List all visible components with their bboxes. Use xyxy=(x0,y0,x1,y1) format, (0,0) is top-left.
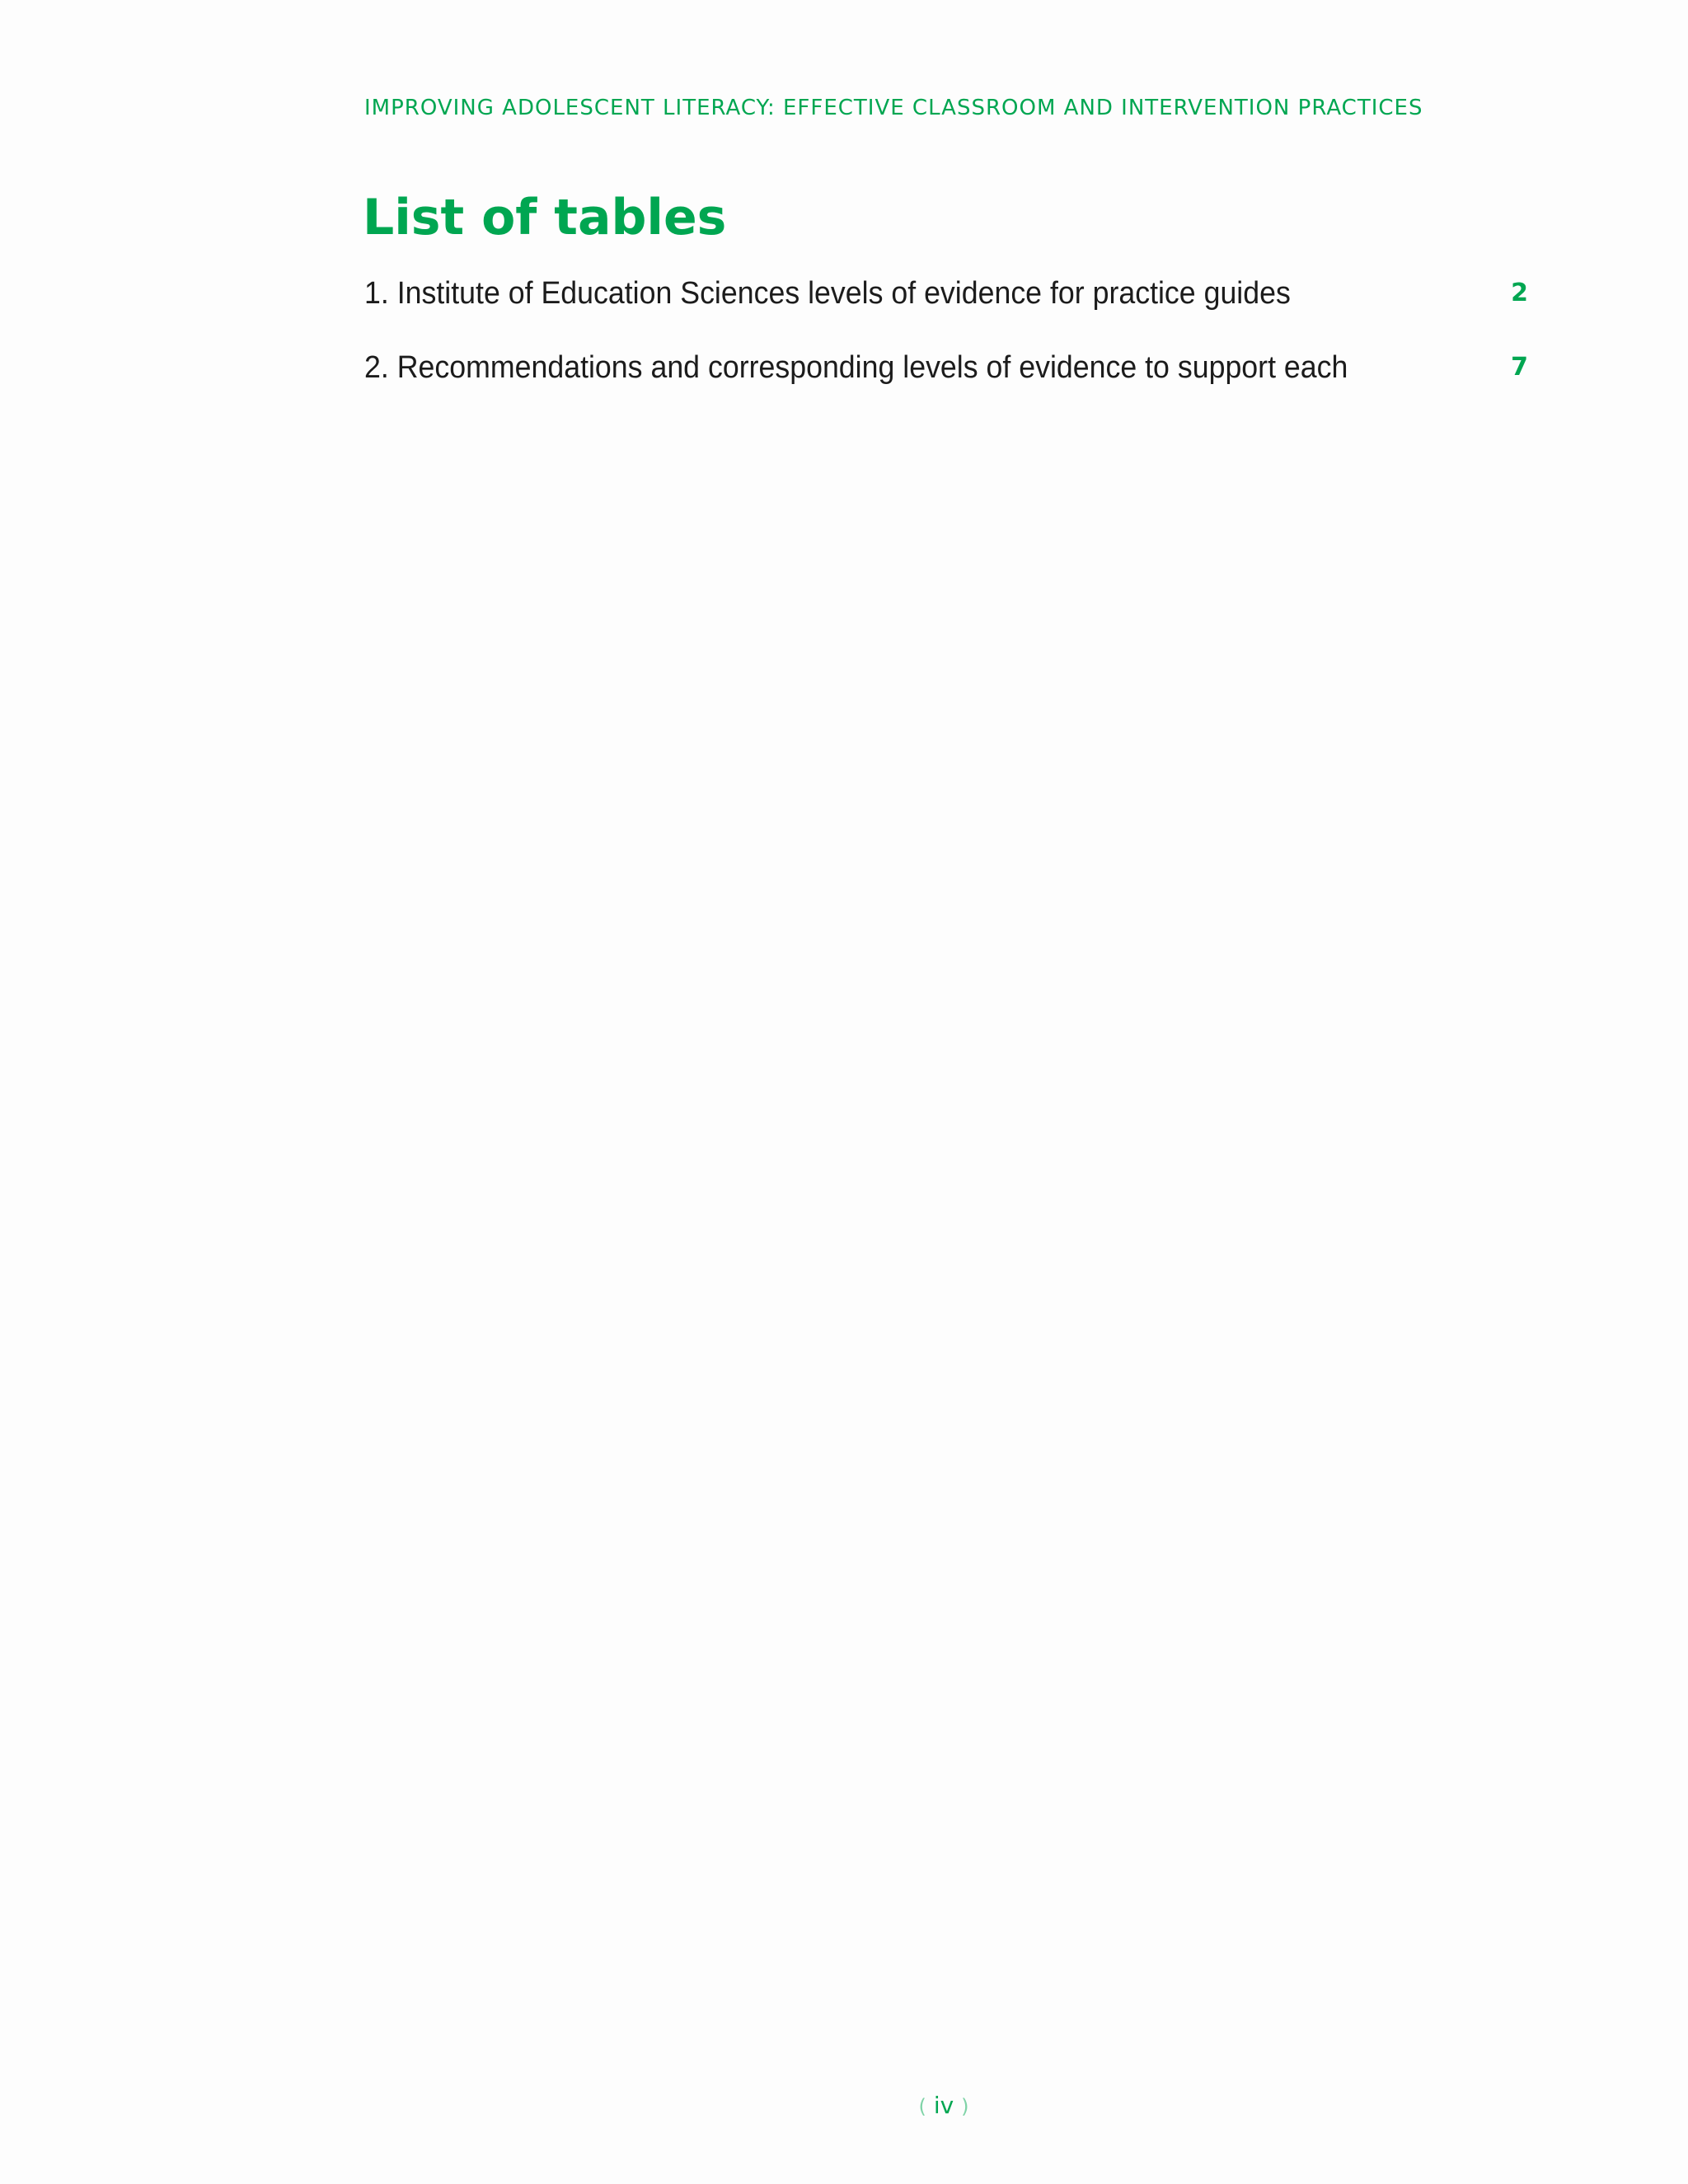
page-title: List of tables xyxy=(363,189,727,246)
list-item[interactable] xyxy=(364,346,1528,420)
table-entry-title: 2. Recommendations and corresponding levels of evidence to support each xyxy=(364,350,1348,385)
table-entry-page-number: 2 xyxy=(1511,279,1528,307)
table-entry-page-number: 7 xyxy=(1511,353,1528,382)
folio-number: iv xyxy=(933,2092,954,2119)
table-entry-title: 1. Institute of Education Sciences levels of evidence for practice guides xyxy=(364,276,1291,311)
table-list xyxy=(364,272,1528,420)
list-item[interactable] xyxy=(364,272,1528,346)
folio-open-paren: ( xyxy=(918,2095,926,2118)
page-folio xyxy=(0,2092,1688,2119)
folio-close-paren: ) xyxy=(961,2095,969,2118)
running-header: IMPROVING ADOLESCENT LITERACY: EFFECTIVE CLASSROOM AND INTERVENTION PRACTICES xyxy=(364,96,1423,120)
